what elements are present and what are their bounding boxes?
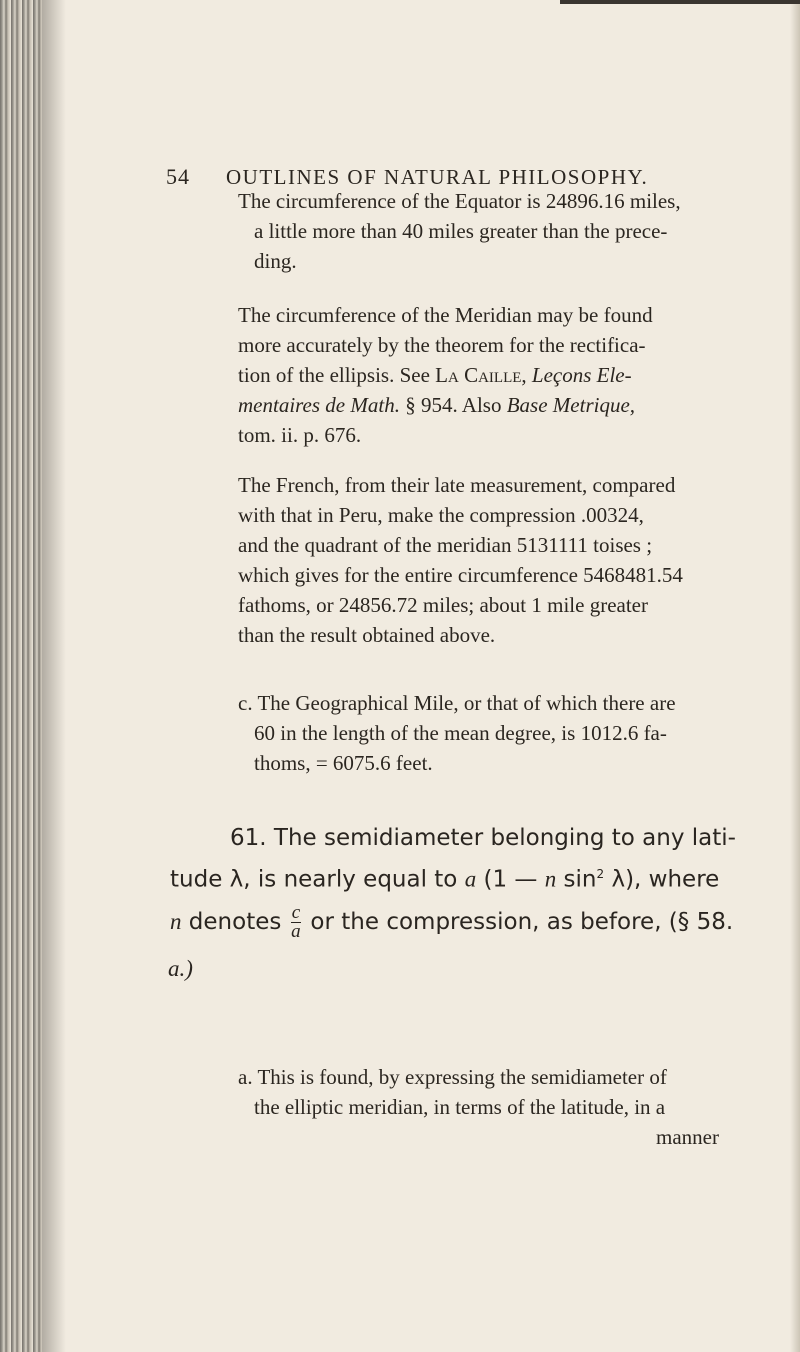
gutter-shadow [42,0,66,1352]
text-line: and the quadrant of the meridian 5131111 toises ; [238,533,653,557]
text-line: The French, from their late measurement, compared [238,473,676,497]
fraction [291,901,301,942]
top-edge [560,0,800,4]
book-title: Leçons Ele- [531,363,632,387]
text-line: more accurately by the theorem for the rectifica- [238,333,646,357]
paragraph-equator [238,186,748,276]
book-title: mentaires de Math. [238,393,400,417]
text-line [170,856,790,898]
formula-var: a [464,866,477,892]
text-line: tom. ii. p. 676. [238,423,362,447]
text-line: a. This is found, by expressing the semidiameter of [238,1065,667,1089]
text-fragment: § 954. Also [405,393,507,417]
text-line [238,360,748,390]
text-line [238,390,748,420]
text-line: ding. [254,249,297,273]
text-line: fathoms, or 24856.72 miles; about 1 mile greater [238,593,648,617]
page-number: 54 [166,164,190,189]
catchword: manner [656,1125,719,1149]
text-line: 60 in the length of the mean degree, is 1012.6 fa- [254,721,667,745]
text-line: with that in Peru, make the compression .00324, [238,503,644,527]
text-line: a little more than 40 miles greater than the prece- [254,219,668,243]
formula-text: λ), where [604,866,720,893]
paragraph-geographical-mile [238,688,748,778]
formula-exponent: 2 [596,867,605,881]
book-title: Base Metrique, [506,393,636,417]
paragraph-a [238,1062,748,1152]
text-line: The circumference of the Equator is 24896.16 miles, [238,189,681,213]
formula-var: n [544,866,557,892]
text-fragment: denotes [181,908,289,935]
text-fragment: tude λ, is nearly equal to [170,866,465,893]
running-head: OUTLINES OF NATURAL PHILOSOPHY. [226,165,649,189]
text-line: c. The Geographical Mile, or that of which there are [238,691,676,715]
text-line: a.) [168,955,193,981]
author-name: La Caille, [435,363,527,387]
text-line: which gives for the entire circumference 5468481.54 [238,563,683,587]
text-line: thoms, = 6075.6 feet. [254,751,433,775]
text-fragment: or the compression, as before, (§ 58. [303,908,734,935]
book-binding [0,0,42,1352]
text-line [170,901,790,942]
fraction-denominator: a [291,920,301,942]
fraction-numerator: c [291,901,301,923]
text-line: The circumference of the Meridian may be found [238,303,653,327]
text-fragment: tion of the ellipsis. See [238,363,436,387]
formula-text: (1 — [476,866,545,893]
paragraph-meridian [238,300,748,450]
formula-text: sin [556,866,597,893]
text-line: the elliptic meridian, in terms of the latitude, in a [254,1095,666,1119]
text-line: than the result obtained above. [238,623,496,647]
page-edge [790,0,800,1352]
text-line: 61. The semidiameter belonging to any lati- [230,825,736,851]
paragraph-french [238,470,748,650]
section-61 [168,820,790,987]
formula-var: n [170,908,182,934]
